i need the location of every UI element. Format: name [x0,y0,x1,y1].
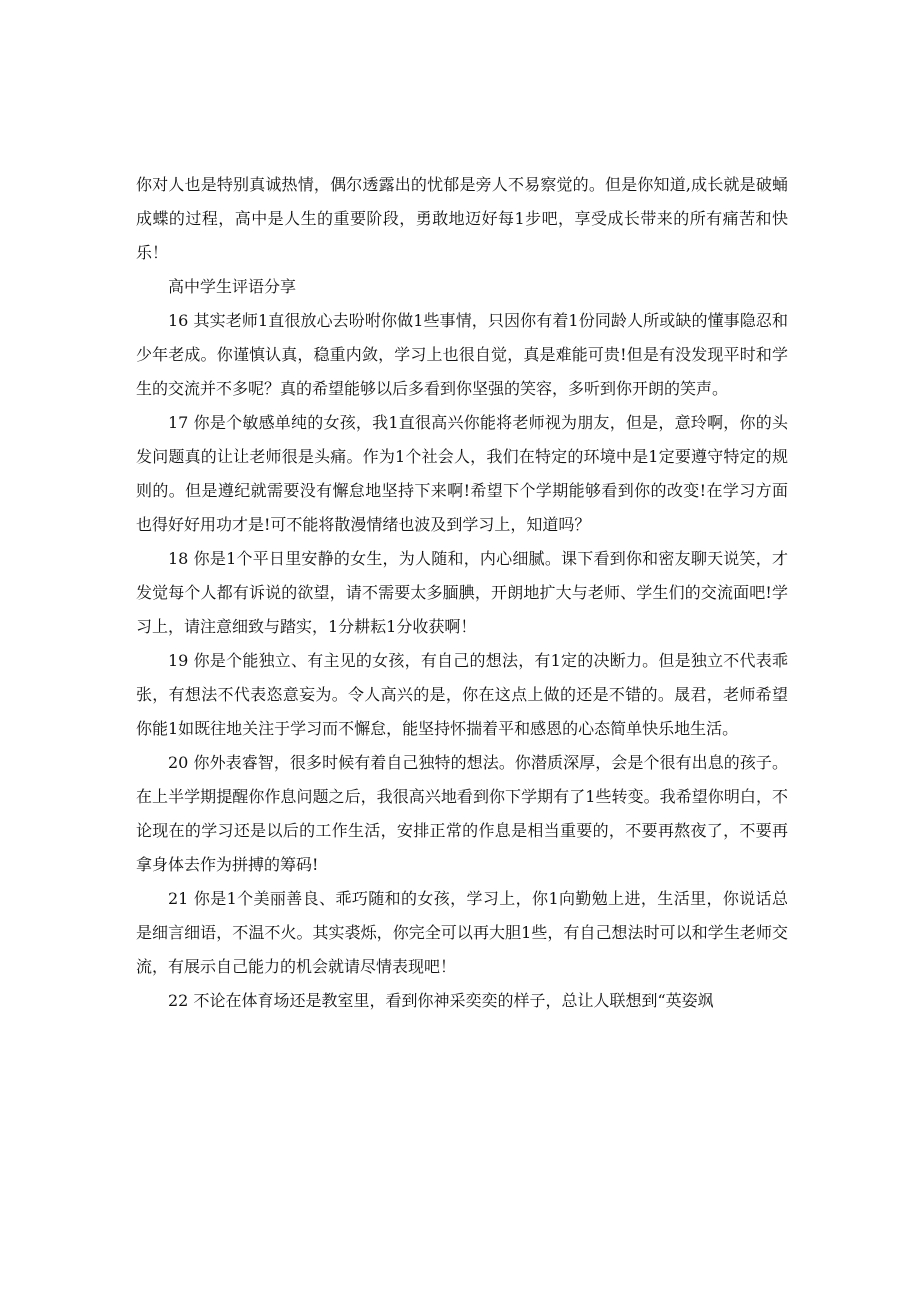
comment-paragraph-17: 17 你是个敏感单纯的女孩，我1直很高兴你能将老师视为朋友，但是，意玲啊，你的头发问题真的让让老师很是头痛。作为1个社会人，我们在特定的环境中是1定要遵守特定的规则的。但是遵纪就需要没有懈怠地坚持下来啊!希望下个学期能够看到你的改变!在学习方面也得好好用功才是!可不能将散漫情绪也波及到学习上，知道吗？ [136,413,788,534]
document-page [136,168,788,1018]
comment-paragraph-21: 21 你是1个美丽善良、乖巧随和的女孩，学习上，你1向勤勉上进，生活里，你说话总是细言细语，不温不火。其实裘烁，你完全可以再大胆1些，有自己想法时可以和学生老师交流，有展示自己能力的机会就请尽情表现吧！ [136,889,788,976]
comment-paragraph-20: 20 你外表睿智，很多时候有着自己独特的想法。你潜质深厚，会是个很有出息的孩子。在上半学期提醒你作息问题之后，我很高兴地看到你下学期有了1些转变。我希望你明白，不论现在的学习还是以后的工作生活，安排正常的作息是相当重要的，不要再熬夜了，不要再拿身体去作为拼搏的筹码! [136,753,788,874]
paragraph-intro-continuation: 你对人也是特别真诚热情，偶尔透露出的忧郁是旁人不易察觉的。但是你知道,成长就是破蛹成蝶的过程，高中是人生的重要阶段，勇敢地迈好每1步吧，享受成长带来的所有痛苦和快乐！ [136,175,788,262]
comment-paragraph-18: 18 你是1个平日里安静的女生，为人随和，内心细腻。课下看到你和密友聊天说笑，才发觉每个人都有诉说的欲望，请不需要太多腼腆，开朗地扩大与老师、学生们的交流面吧!学习上，请注意细致与踏实，1分耕耘1分收获啊！ [136,549,788,636]
comment-paragraph-16: 16 其实老师1直很放心去吩咐你做1些事情，只因你有着1份同龄人所或缺的懂事隐忍和少年老成。你谨慎认真，稳重内敛，学习上也很自觉，真是难能可贵!但是有没发现平时和学生的交流并不多呢？真的希望能够以后多看到你坚强的笑容，多听到你开朗的笑声。 [136,311,788,398]
comment-paragraph-19: 19 你是个能独立、有主见的女孩，有自己的想法，有1定的决断力。但是独立不代表乖张，有想法不代表恣意妄为。令人高兴的是，你在这点上做的还是不错的。晟君，老师希望你能1如既往地关注于学习而不懈怠，能坚持怀揣着平和感恩的心态简单快乐地生活。 [136,651,788,738]
comment-paragraph-22: 22 不论在体育场还是教室里，看到你神采奕奕的样子，总让人联想到“英姿飒 [168,991,714,1010]
section-heading: 高中学生评语分享 [168,277,297,296]
